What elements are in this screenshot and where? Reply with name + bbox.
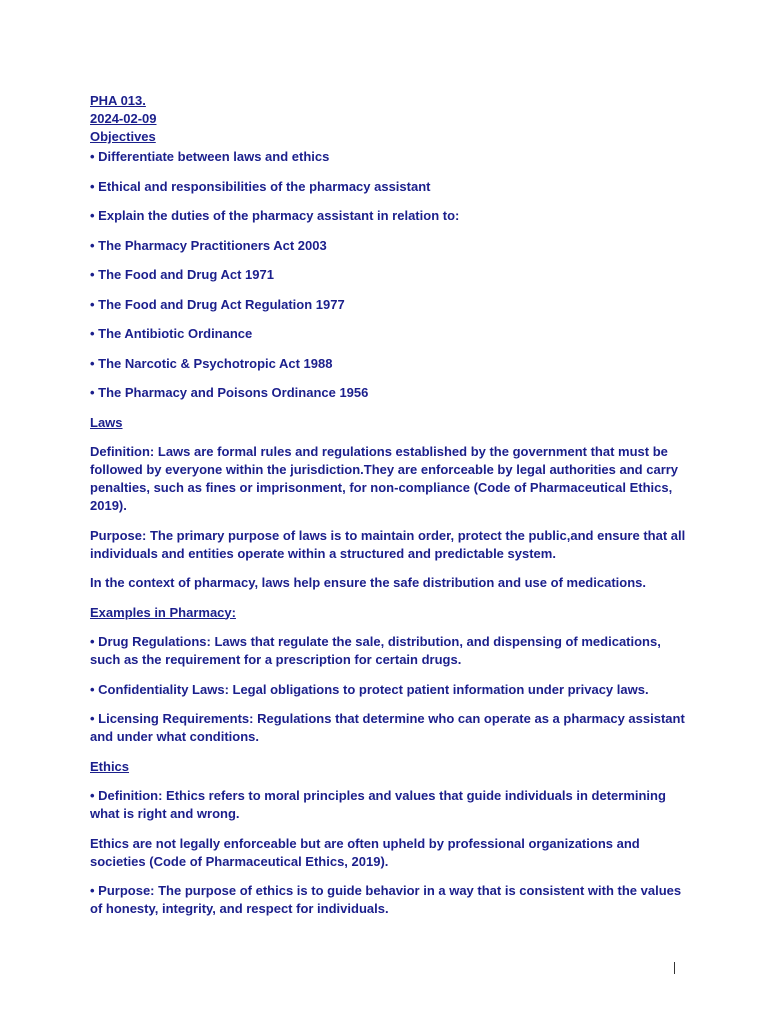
objective-item: • The Antibiotic Ordinance — [90, 326, 253, 341]
document-page — [90, 92, 690, 930]
laws-purpose: Purpose: The primary purpose of laws is to maintain order, protect the public,and ensure that all individuals and entities operate within a structured and predictable system. — [90, 527, 686, 561]
ethics-purpose: • Purpose: The purpose of ethics is to guide behavior in a way that is consistent with the values of honesty, integrity, and respect for individuals. — [90, 883, 682, 916]
objectives-heading[interactable]: Objectives — [90, 129, 156, 144]
example-item: • Drug Regulations: Laws that regulate the sale, distribution, and dispensing of medications, such as the requirement for a prescription for certain drugs. — [90, 634, 661, 667]
objective-item: • The Pharmacy Practitioners Act 2003 — [90, 237, 327, 253]
laws-context: In the context of pharmacy, laws help ensure the safe distribution and use of medications. — [90, 575, 646, 590]
laws-heading[interactable]: Laws — [90, 414, 123, 430]
ethics-enforceability: Ethics are not legally enforceable but are often upheld by professional organizations and societies (Code of Pharmaceutical Ethics, 2019). — [90, 835, 640, 869]
ethics-heading[interactable]: Ethics — [90, 758, 130, 774]
document-date[interactable]: 2024-02-09 — [90, 111, 157, 126]
objective-item: • The Pharmacy and Poisons Ordinance 1956 — [90, 385, 369, 400]
objective-item: • The Food and Drug Act Regulation 1977 — [90, 296, 345, 312]
example-item: • Licensing Requirements: Regulations that determine who can operate as a pharmacy assistant and under what conditions. — [90, 711, 685, 744]
laws-definition: Definition: Laws are formal rules and regulations established by the government that must be followed by everyone within the jurisdiction.They are enforceable by legal authorities and carry penalties, such as fines or imprisonment, for non-compliance (Code of Pharmaceutical Ethics, 2019). — [90, 444, 679, 513]
objective-item: • Ethical and responsibilities of the pharmacy assistant — [90, 178, 431, 194]
course-code[interactable]: PHA 013. — [90, 93, 146, 108]
objective-item: • The Food and Drug Act 1971 — [90, 267, 274, 282]
objective-item: • The Narcotic & Psychotropic Act 1988 — [90, 355, 333, 371]
objective-item: • Explain the duties of the pharmacy assistant in relation to: — [90, 208, 460, 223]
objective-item: • Differentiate between laws and ethics — [90, 149, 330, 164]
examples-heading[interactable]: Examples in Pharmacy: — [90, 604, 236, 620]
example-item: • Confidentiality Laws: Legal obligations to protect patient information under privacy laws. — [90, 681, 649, 697]
ethics-definition: • Definition: Ethics refers to moral principles and values that guide individuals in determining what is right and wrong. — [90, 788, 666, 821]
text-cursor — [674, 962, 675, 974]
